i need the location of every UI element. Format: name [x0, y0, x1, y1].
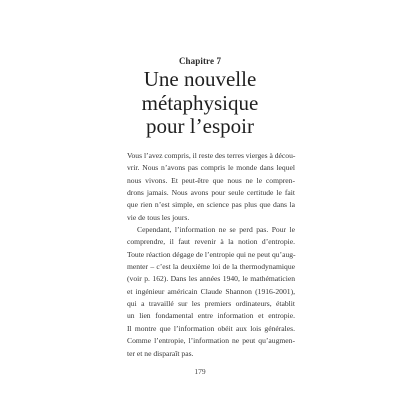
text-line: comprendre, il faut revenir à la notion d’entropie.	[127, 237, 295, 247]
chapter-title-line-3: pour l’espoir	[146, 114, 254, 138]
body-text	[127, 150, 295, 360]
text-line: vrir. Nous n’avons pas compris le monde dans lequel	[127, 163, 295, 173]
text-line: Il montre que l’information obéit aux lois générales.	[127, 323, 295, 333]
text-line: qui a travaillé sur les premiers ordinateurs, établit	[127, 299, 295, 309]
text-line: un lien fondamental entre information et entropie.	[127, 311, 295, 321]
text-line: (voir p. 162). Dans les années 1940, le mathématicien	[127, 274, 295, 284]
text-line: Cependant, l’information ne se perd pas. Pour le	[137, 225, 295, 235]
paragraph-1	[127, 150, 295, 224]
text-line: menter – c’est la deuxième loi de la thermodynamique	[127, 262, 295, 272]
paragraph-2	[127, 224, 295, 360]
chapter-label: Chapitre 7	[178, 56, 222, 66]
text-line: Comme l’entropie, l’information ne peut qu’augmen-	[127, 336, 295, 346]
text-line: vie de tous les jours.	[127, 212, 190, 222]
text-line: Vous l’avez compris, il reste des terres vierges à décou-	[127, 151, 296, 160]
page-number: 179	[194, 367, 206, 376]
text-line: ter et ne disparaît pas.	[127, 348, 194, 358]
chapter-title	[0, 68, 400, 139]
text-line: que rien n’est simple, en science pas plus que dans la	[127, 200, 295, 210]
text-line: drons jamais. Nous avons pour seule certitude le fait	[127, 188, 295, 198]
chapter-title-line-2: métaphysique	[141, 90, 259, 115]
text-line: Toute réaction dégage de l’entropie qui ne peut qu’aug-	[127, 249, 296, 259]
text-line: et ingénieur américain Claude Shannon (1916-2001),	[127, 286, 295, 296]
text-line: nous vivons. Et peut-être que nous ne le compren-	[127, 175, 295, 185]
chapter-title-line-1: Une nouvelle	[143, 67, 257, 91]
